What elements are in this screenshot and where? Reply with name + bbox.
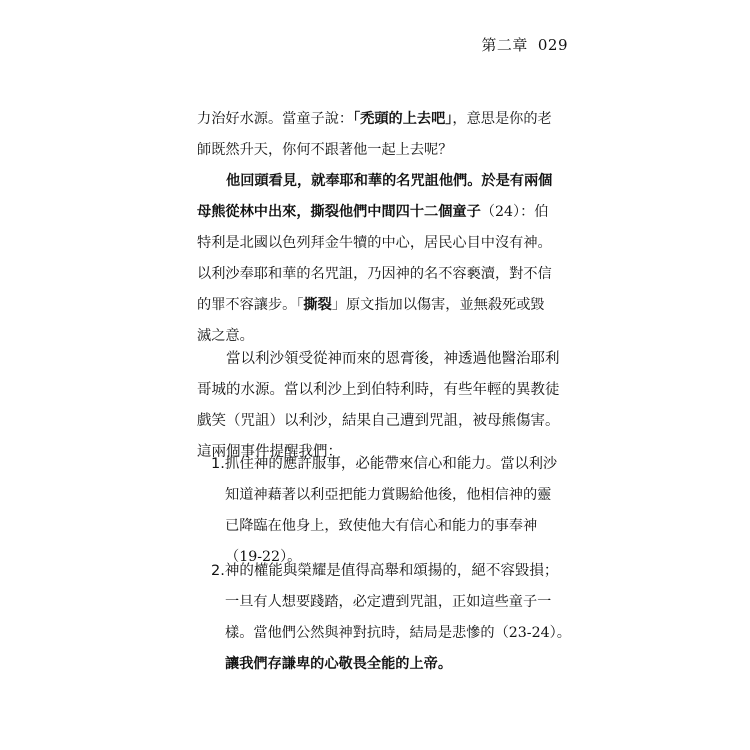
list-item-lead: 1.抓住神的應許服事，必能帶來信心和能力。 bbox=[211, 456, 501, 472]
paragraph-1 bbox=[197, 104, 573, 166]
closing-exhortation: 讓我們存謙卑的心敬畏全能的上帝。 bbox=[225, 656, 453, 672]
list-item-2-line-1 bbox=[197, 556, 573, 587]
page-header bbox=[481, 34, 568, 55]
paragraph-2-line-3 bbox=[197, 228, 573, 259]
paragraph-2-line-2 bbox=[197, 197, 573, 228]
text-run: 力治好水源。當童子說： bbox=[197, 111, 354, 127]
paragraph-2-line-1 bbox=[197, 166, 573, 197]
paragraph-2-line-4 bbox=[197, 259, 573, 290]
bold-scripture: 母熊從林中出來，撕裂他們中間四十二個童子 bbox=[197, 204, 481, 220]
list-item-1-line-1 bbox=[197, 449, 573, 480]
paragraph-3-line-2: 哥城的水源。當以利沙上到伯特利時，有些年輕的異教徒 bbox=[197, 382, 560, 398]
page-number: 029 bbox=[537, 36, 568, 54]
list-item-2-line-2: 一旦有人想要踐踏，必定遭到咒詛，正如這些童子一 bbox=[225, 594, 552, 610]
verse-ref: （24）：伯 bbox=[480, 204, 549, 220]
list-item-1 bbox=[197, 449, 573, 573]
text-run: 師既然升天，你何不跟著他一起上去呢？ bbox=[197, 142, 453, 158]
list-item-lead: 2.神的權能與榮耀是值得高舉和頌揚的，絕不容毀損； bbox=[211, 563, 559, 579]
paragraph-3-line-4: 這兩個事件提醒我們： bbox=[197, 444, 342, 460]
bold-scripture: 他回頭看見，就奉耶和華的名咒詛他們。於是有兩個 bbox=[226, 173, 553, 189]
paragraph-3-line-3: 戲笑（咒詛）以利沙，結果自己遭到咒詛，被母熊傷害。 bbox=[197, 413, 560, 429]
text-run: 特利是北國以色列拜金牛犢的中心，居民心目中沒有神。 bbox=[197, 235, 552, 251]
text-run: 」原文指加以傷害，並無殺死或毀 bbox=[331, 297, 545, 313]
list-item-1-line-4: （19-22）。 bbox=[225, 549, 302, 565]
text-run: ，意思是你的老 bbox=[452, 111, 552, 127]
bold-word: 撕裂 bbox=[303, 297, 332, 313]
bold-quote: 「禿頭的上去吧」 bbox=[353, 111, 453, 127]
text-run: 以利沙奉耶和華的名咒詛，乃因神的名不容褻瀆，對不信 bbox=[197, 266, 552, 282]
list-item-2-line-3: 樣。當他們公然與神對抗時，結局是悲慘的（23-24）。 bbox=[225, 625, 571, 641]
paragraph-2-line-5 bbox=[197, 290, 573, 321]
list-item-1-line-2: 知道神藉著以利亞把能力賞賜給他後，他相信神的靈 bbox=[225, 487, 552, 503]
paragraph-1-line-2 bbox=[197, 135, 573, 166]
paragraph-2 bbox=[197, 166, 573, 352]
text-run: 滅之意。 bbox=[197, 328, 254, 344]
chapter-title: 第二章 bbox=[481, 36, 528, 54]
list-item-2 bbox=[197, 556, 573, 680]
paragraph-3-line-1: 當以利沙領受從神而來的恩膏後，神透過他醫治耶利 bbox=[226, 351, 560, 367]
text-run: 當以利沙 bbox=[500, 456, 558, 472]
paragraph-1-line-1 bbox=[197, 104, 573, 135]
text-run: 的罪不容讓步。「 bbox=[197, 297, 304, 313]
list-item-1-line-3: 已降臨在他身上，致使他大有信心和能力的事奉神 bbox=[225, 518, 538, 534]
